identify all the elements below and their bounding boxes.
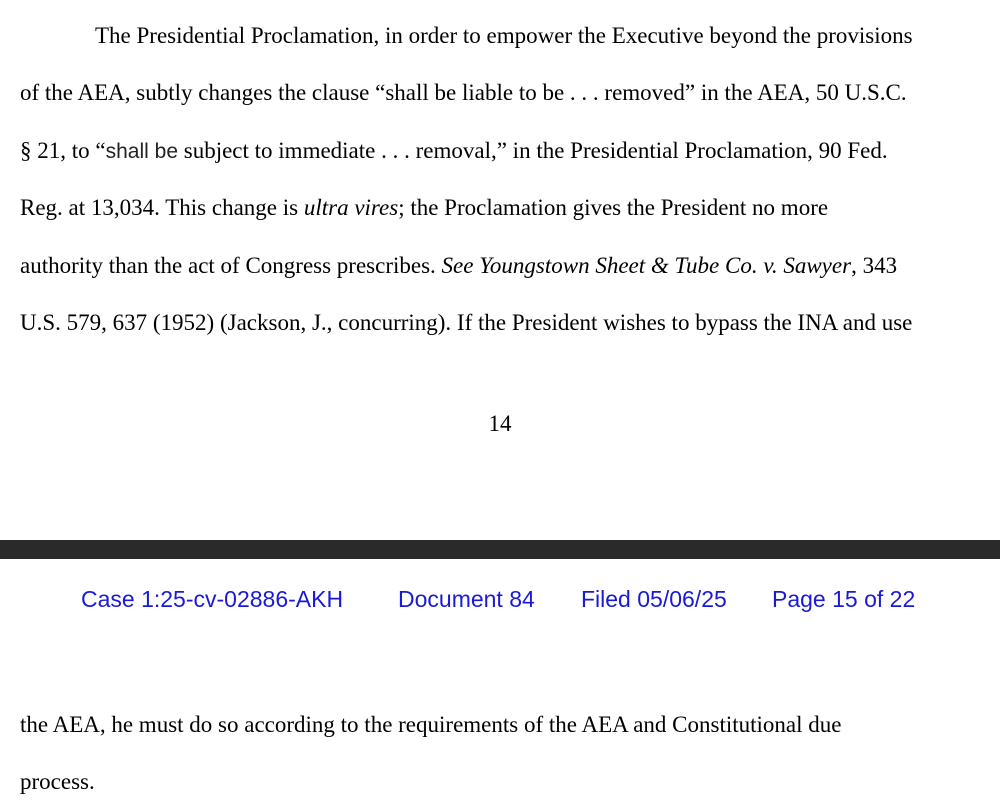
paragraph-line-6: U.S. 579, 637 (1952) (Jackson, J., concurring). If the President wishes to bypass the INA and use	[20, 310, 913, 335]
paragraph-line-3	[20, 137, 888, 166]
paragraph-line-2: of the AEA, subtly changes the clause “shall be liable to be . . . removed” in the AEA, 50 U.S.C.	[20, 80, 907, 105]
text-fragment-sans: shall be	[105, 140, 178, 163]
case-citation: See Youngstown Sheet & Tube Co. v. Sawyer	[441, 253, 852, 278]
text-fragment: Reg. at 13,034. This change is	[20, 195, 304, 220]
text-fragment: , 343	[851, 253, 898, 278]
paragraph-line-7: the AEA, he must do so according to the requirements of the AEA and Constitutional due	[20, 712, 842, 737]
page-indicator: Page 15 of 22	[772, 586, 916, 612]
paragraph-line-1: The Presidential Proclamation, in order to empower the Executive beyond the provisions	[95, 23, 913, 48]
paragraph-line-4	[20, 194, 828, 222]
text-fragment: authority than the act of Congress prescribes.	[20, 253, 442, 278]
filed-date: Filed 05/06/25	[581, 586, 727, 612]
italic-term: ultra vires	[303, 195, 399, 220]
text-fragment: § 21, to “	[20, 138, 106, 163]
paragraph-line-5	[20, 252, 897, 280]
case-number: Case 1:25-cv-02886-AKH	[81, 586, 344, 612]
document-number: Document 84	[398, 586, 535, 612]
text-fragment: ; the Proclamation gives the President no more	[398, 195, 829, 220]
page-divider	[0, 540, 1000, 559]
page-number: 14	[488, 411, 512, 436]
paragraph-line-8: process.	[20, 769, 95, 794]
text-fragment: subject to immediate . . . removal,” in the Presidential Proclamation, 90 Fed.	[178, 138, 888, 163]
